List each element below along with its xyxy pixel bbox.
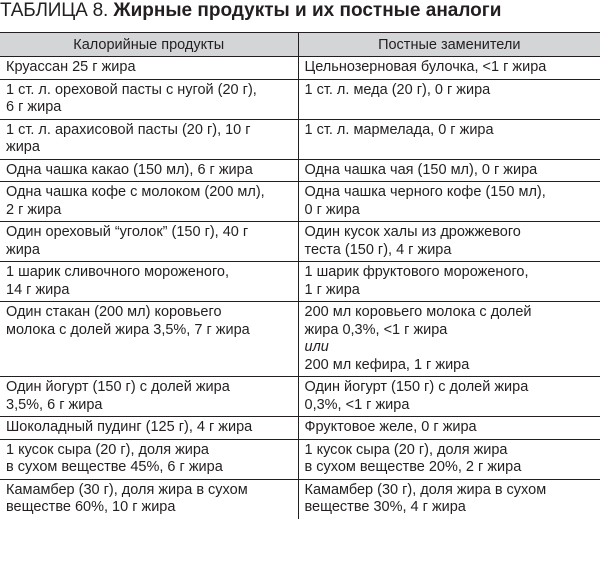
cell-line: Один йогурт (150 г) с долей жира <box>6 379 230 395</box>
cell-line: жира 0,3%, <1 г жира <box>304 321 448 338</box>
lean-substitute-cell <box>298 479 600 519</box>
cell-line: 0 г жира <box>304 201 360 218</box>
table-row <box>0 57 600 80</box>
table-row <box>0 262 600 302</box>
header-lean-substitutes: Постные заменители <box>298 33 600 57</box>
cell-line: молока с долей жира 3,5%, 7 г жира <box>6 321 250 338</box>
cell-line: жира <box>6 241 40 258</box>
cell-line: 1 ст. л. арахисовой пасты (20 г), 10 г <box>6 121 251 138</box>
cell-line: 6 г жира <box>6 99 62 115</box>
lean-substitute-cell <box>298 439 600 479</box>
table-header-row <box>0 33 600 57</box>
cell-line: веществе 30%, 4 г жира <box>304 499 466 515</box>
cell-line: Один кусок халы из дрожжевого <box>304 224 521 240</box>
cell-line: Камамбер (30 г), доля жира в сухом <box>6 481 248 498</box>
cell-line: 1 ст. л. мармелада, 0 г жира <box>304 121 494 138</box>
table-row <box>0 222 600 262</box>
cell-line: 0,3%, <1 г жира <box>304 396 410 413</box>
cell-line: 1 кусок сыра (20 г), доля жира <box>6 441 209 458</box>
table-row <box>0 302 600 377</box>
high-calorie-cell <box>0 79 298 119</box>
table-row <box>0 182 600 222</box>
high-calorie-cell <box>0 302 298 377</box>
cell-line: Камамбер (30 г), доля жира в сухом <box>304 481 547 498</box>
table-row <box>0 119 600 159</box>
table-caption <box>0 0 501 24</box>
cell-line: Одна чашка кофе с молоком (200 мл), <box>6 184 265 200</box>
high-calorie-cell <box>0 182 298 222</box>
lean-substitute-cell <box>298 159 600 182</box>
cell-line: 200 мл кефира, 1 г жира <box>304 356 470 373</box>
lean-substitute-cell <box>298 119 600 159</box>
fat-foods-table <box>0 32 600 519</box>
cell-line: Одна чашка чая (150 мл), 0 г жира <box>304 161 538 178</box>
high-calorie-cell <box>0 57 298 80</box>
cell-line: 200 мл коровьего молока с долей <box>304 304 532 320</box>
table-number: ТАБЛИЦА 8. <box>0 0 109 21</box>
table-row <box>0 159 600 182</box>
cell-line: 14 г жира <box>6 281 70 298</box>
high-calorie-cell <box>0 222 298 262</box>
lean-substitute-cell <box>298 302 600 377</box>
cell-line: Один йогурт (150 г) с долей жира <box>304 379 529 395</box>
high-calorie-cell <box>0 479 298 519</box>
cell-line: 1 кусок сыра (20 г), доля жира <box>304 441 508 458</box>
cell-line: веществе 60%, 10 г жира <box>6 499 176 515</box>
lean-substitute-cell <box>298 57 600 80</box>
lean-substitute-cell <box>298 222 600 262</box>
cell-line: 1 ст. л. меда (20 г), 0 г жира <box>304 81 491 98</box>
cell-line: Один ореховый “уголок” (150 г), 40 г <box>6 224 249 240</box>
high-calorie-cell <box>0 262 298 302</box>
high-calorie-cell <box>0 159 298 182</box>
cell-line: Одна чашка какао (150 мл), 6 г жира <box>6 161 253 178</box>
cell-line: 1 шарик сливочного мороженого, <box>6 264 230 280</box>
lean-substitute-cell <box>298 417 600 440</box>
lean-substitute-cell <box>298 377 600 417</box>
cell-line: в сухом веществе 45%, 6 г жира <box>6 459 223 475</box>
table-title: Жирные продукты и их постные аналоги <box>113 0 502 21</box>
cell-line: Шоколадный пудинг (125 г), 4 г жира <box>6 419 253 435</box>
table-row <box>0 479 600 519</box>
lean-substitute-cell <box>298 182 600 222</box>
cell-line: 1 шарик фруктового мороженого, <box>304 264 529 280</box>
alternative-or-label: или <box>304 339 329 355</box>
cell-line: Один стакан (200 мл) коровьего <box>6 304 222 320</box>
cell-line: в сухом веществе 20%, 2 г жира <box>304 459 522 475</box>
cell-line: 2 г жира <box>6 201 62 218</box>
table-row <box>0 417 600 440</box>
lean-substitute-cell <box>298 79 600 119</box>
cell-line: теста (150 г), 4 г жира <box>304 241 452 258</box>
cell-line: жира <box>6 139 40 155</box>
high-calorie-cell <box>0 417 298 440</box>
high-calorie-cell <box>0 439 298 479</box>
cell-line: 1 г жира <box>304 281 360 298</box>
header-high-calorie: Калорийные продукты <box>0 33 298 57</box>
cell-line: 1 ст. л. ореховой пасты с нугой (20 г), <box>6 81 257 98</box>
high-calorie-cell <box>0 377 298 417</box>
table-row <box>0 377 600 417</box>
high-calorie-cell <box>0 119 298 159</box>
table-row <box>0 439 600 479</box>
lean-substitute-cell <box>298 262 600 302</box>
cell-line: Фруктовое желе, 0 г жира <box>304 419 477 435</box>
cell-line: Одна чашка черного кофе (150 мл), <box>304 184 546 200</box>
table-row <box>0 79 600 119</box>
cell-line: Цельнозерновая булочка, <1 г жира <box>304 59 547 75</box>
cell-line: Круассан 25 г жира <box>6 59 136 75</box>
cell-line: 3,5%, 6 г жира <box>6 396 103 413</box>
